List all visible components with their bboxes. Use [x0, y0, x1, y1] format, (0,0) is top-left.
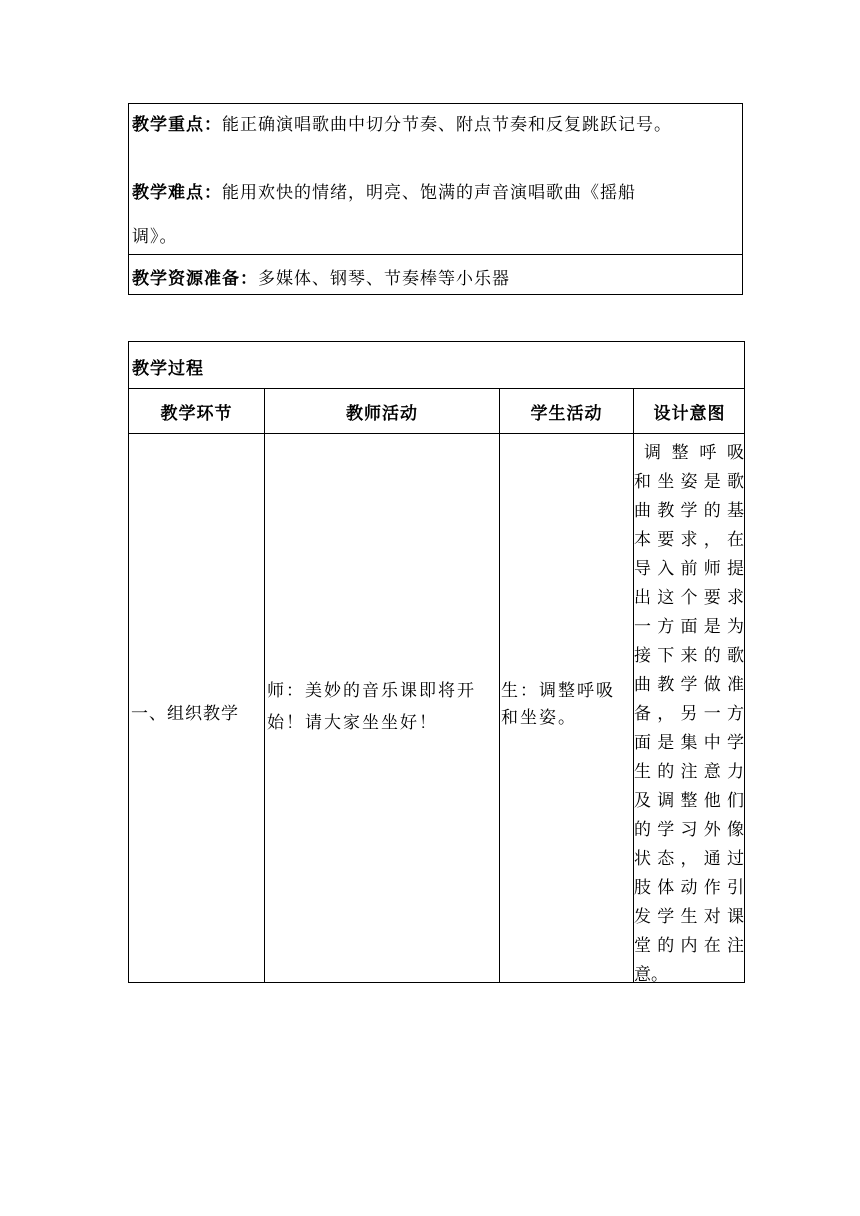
cell-teacher: 师：美妙的音乐课即将开始！请大家坐坐好！ [267, 681, 476, 733]
intent-line: 及调整他们 [634, 791, 744, 811]
intent-line: 出这个要求 [634, 588, 744, 608]
intent-line: 意。 [634, 965, 668, 985]
process-title: 教学过程 [132, 359, 204, 379]
header-divider [129, 433, 744, 434]
difficulties-text-line1: 能用欢快的情绪，明亮、饱满的声音演唱歌曲《摇船 [222, 183, 636, 203]
header-intent: 设计意图 [653, 404, 726, 424]
process-title-row [129, 342, 744, 389]
key-points-line [132, 110, 672, 135]
intent-line: 本要求，在 [634, 530, 744, 550]
key-points-label: 教学重点： [132, 115, 222, 135]
intent-line: 肢体动作引 [634, 878, 744, 898]
resources-label: 教学资源准备： [132, 269, 258, 289]
info-table [128, 103, 743, 295]
intent-line: 调整呼吸 [644, 443, 744, 463]
difficulties-line [132, 178, 636, 203]
difficulties-text-line2: 调》。 [132, 227, 178, 247]
intent-line: 面是集中学 [634, 733, 744, 753]
cell-stage: 一、组织教学 [131, 704, 239, 724]
info-row-resources [129, 255, 742, 294]
difficulties-label: 教学难点： [132, 183, 222, 203]
intent-line: 发学生对课 [634, 907, 744, 927]
intent-line: 的学习外像 [634, 820, 744, 840]
header-student: 学生活动 [530, 404, 603, 424]
process-table [128, 341, 745, 983]
intent-line: 曲教学的基 [634, 501, 744, 521]
header-teacher: 教师活动 [346, 404, 418, 424]
resources-text: 多媒体、钢琴、节奏棒等小乐器 [258, 269, 510, 289]
key-points-text: 能正确演唱歌曲中切分节奏、附点节奏和反复跳跃记号。 [222, 115, 672, 135]
intent-line: 状态，通过 [634, 849, 744, 869]
cell-intent [634, 439, 744, 990]
intent-line: 一方面是为 [634, 617, 744, 637]
resources-line [132, 264, 510, 289]
column-divider [264, 388, 265, 982]
header-stage: 教学环节 [160, 404, 233, 424]
intent-line: 和坐姿是歌 [634, 472, 744, 492]
intent-line: 导入前师提 [634, 559, 744, 579]
cell-student: 生：调整呼吸和坐姿。 [501, 681, 615, 728]
intent-line: 接下来的歌 [634, 646, 744, 666]
info-row-key-points [129, 104, 742, 255]
intent-line: 备，另一方 [634, 704, 744, 724]
intent-line: 生的注意力 [634, 762, 744, 782]
intent-line: 曲教学做准 [634, 675, 744, 695]
intent-line: 堂的内在注 [634, 936, 744, 956]
column-divider [499, 388, 500, 982]
